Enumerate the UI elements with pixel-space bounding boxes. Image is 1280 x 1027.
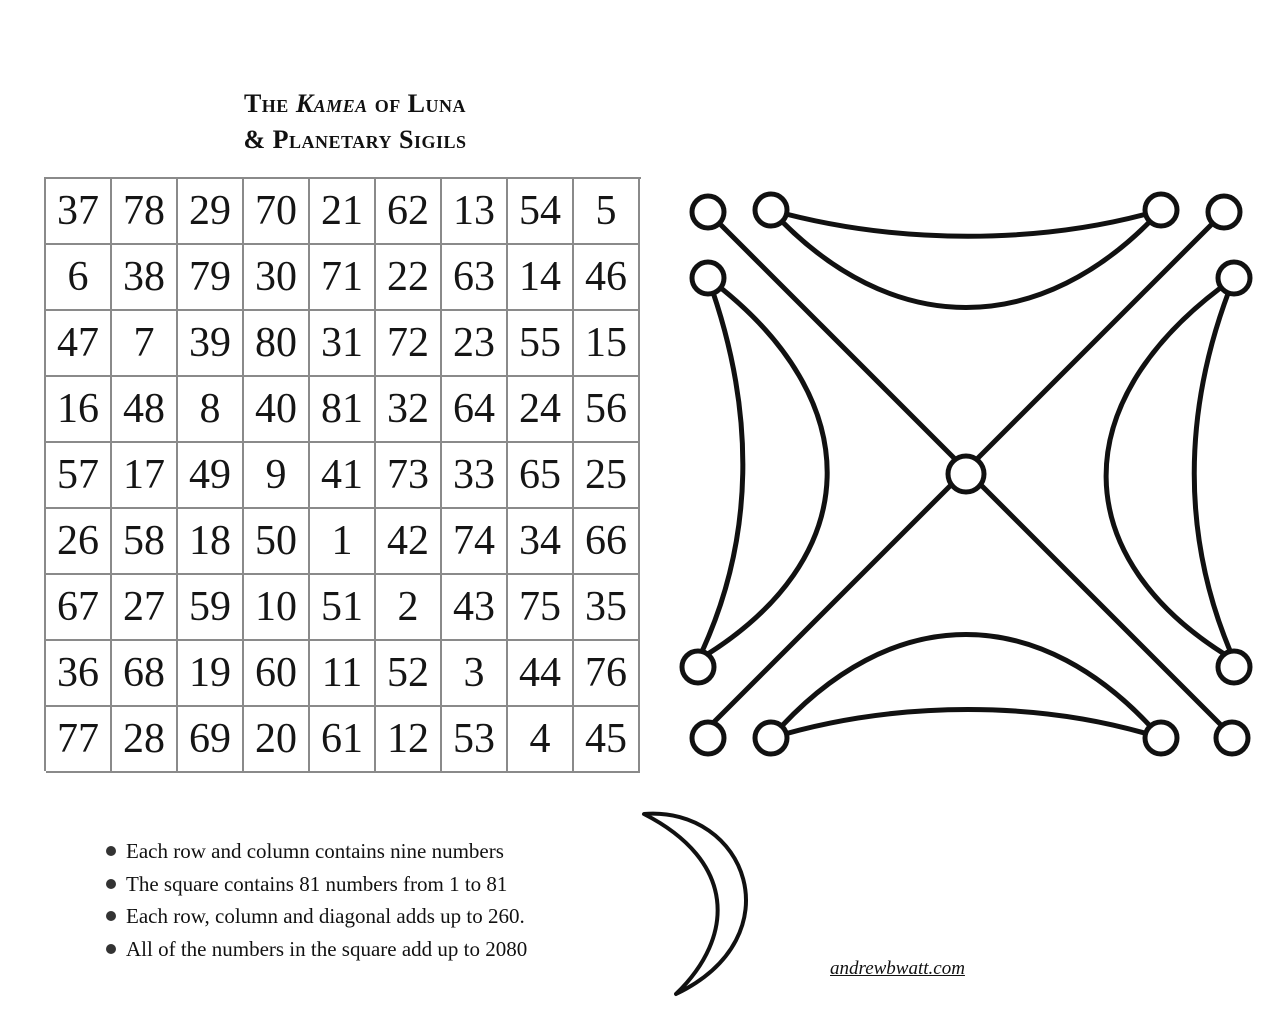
kamea-cell: 23 [442,311,508,377]
title-line-1 [180,86,530,122]
kamea-cell: 52 [376,641,442,707]
kamea-cell: 11 [310,641,376,707]
page-title [180,86,530,158]
sigil-left-arc-outer [698,278,743,660]
kamea-cell: 64 [442,377,508,443]
kamea-cell: 33 [442,443,508,509]
kamea-cell: 22 [376,245,442,311]
kamea-cell: 57 [46,443,112,509]
sigil-node-bottom-left-inner [755,722,787,754]
kamea-cell: 59 [178,575,244,641]
bullet-icon [106,944,116,954]
kamea-cell: 34 [508,509,574,575]
kamea-cell: 73 [376,443,442,509]
kamea-cell: 1 [310,509,376,575]
kamea-cell: 39 [178,311,244,377]
kamea-cell: 65 [508,443,574,509]
kamea-cell: 62 [376,179,442,245]
kamea-cell: 2 [376,575,442,641]
kamea-cell: 67 [46,575,112,641]
kamea-cell: 26 [46,509,112,575]
sigil-node-top-right-inner [1145,194,1177,226]
kamea-cell: 69 [178,707,244,773]
kamea-cell: 43 [442,575,508,641]
kamea-cell: 32 [376,377,442,443]
kamea-cell: 75 [508,575,574,641]
kamea-cell: 7 [112,311,178,377]
kamea-cell: 72 [376,311,442,377]
kamea-cell: 80 [244,311,310,377]
kamea-cell: 15 [574,311,640,377]
title-line-2: & Planetary Sigils [243,125,467,154]
kamea-cell: 77 [46,707,112,773]
title-kamea: Kamea [295,89,368,118]
site-credit-link[interactable]: andrewbwatt.com [830,958,965,979]
kamea-cell: 40 [244,377,310,443]
kamea-cell: 50 [244,509,310,575]
kamea-cell: 61 [310,707,376,773]
kamea-cell: 19 [178,641,244,707]
kamea-cell: 36 [46,641,112,707]
sigil-node-right-lower [1218,651,1250,683]
kamea-cell: 13 [442,179,508,245]
kamea-cell: 51 [310,575,376,641]
bullet-icon [106,846,116,856]
sigil-node-bottom-left-outer [692,722,724,754]
kamea-cell: 18 [178,509,244,575]
kamea-cell: 38 [112,245,178,311]
kamea-cell: 27 [112,575,178,641]
kamea-cell: 71 [310,245,376,311]
kamea-cell: 24 [508,377,574,443]
kamea-cell: 60 [244,641,310,707]
kamea-cell: 42 [376,509,442,575]
kamea-cell: 5 [574,179,640,245]
fact-item [104,900,527,933]
kamea-cell: 31 [310,311,376,377]
sigil-node-left-lower [682,651,714,683]
fact-text: All of the numbers in the square add up to 2080 [126,936,528,961]
kamea-cell: 55 [508,311,574,377]
kamea-cell: 4 [508,707,574,773]
sigil-node-bottom-right-inner [1145,722,1177,754]
kamea-cell: 28 [112,707,178,773]
kamea-grid [44,177,641,771]
kamea-cell: 8 [178,377,244,443]
kamea-cell: 16 [46,377,112,443]
kamea-cell: 58 [112,509,178,575]
sigil-node-top-right-outer [1208,196,1240,228]
kamea-cell: 74 [442,509,508,575]
sigil-node-top-left-outer [692,196,724,228]
kamea-cell: 81 [310,377,376,443]
kamea-cell: 56 [574,377,640,443]
luna-sigil-icon [676,180,1256,760]
fact-item [104,868,527,901]
kamea-cell: 9 [244,443,310,509]
sigil-node-bottom-right-outer [1216,722,1248,754]
kamea-cell: 53 [442,707,508,773]
kamea-cell: 70 [244,179,310,245]
sigil-left-arc-inner [698,278,827,660]
kamea-cell: 12 [376,707,442,773]
kamea-cell: 35 [574,575,640,641]
kamea-cell: 63 [442,245,508,311]
kamea-cell: 54 [508,179,574,245]
kamea-cell: 66 [574,509,640,575]
kamea-cell: 68 [112,641,178,707]
kamea-cell: 48 [112,377,178,443]
kamea-cell: 29 [178,179,244,245]
kamea-cell: 76 [574,641,640,707]
sigil-node-left-upper [692,262,724,294]
crescent-moon-icon [636,806,776,1002]
kamea-cell: 10 [244,575,310,641]
facts-list [104,835,527,965]
kamea-cell: 3 [442,641,508,707]
kamea-cell: 14 [508,245,574,311]
fact-text: Each row, column and diagonal adds up to 260. [126,904,525,928]
kamea-cell: 37 [46,179,112,245]
fact-item [104,835,527,868]
kamea-cell: 79 [178,245,244,311]
fact-text: The square contains 81 numbers from 1 to 81 [126,871,508,896]
fact-item [104,933,527,966]
fact-text: Each row and column contains nine numbers [126,839,504,863]
kamea-cell: 46 [574,245,640,311]
sigil-top-arc-outer [771,210,1161,236]
kamea-cell: 30 [244,245,310,311]
bullet-icon [106,911,116,921]
kamea-cell: 45 [574,707,640,773]
title-post: of Luna [367,89,467,118]
sigil-node-top-left-inner [755,194,787,226]
kamea-cell: 6 [46,245,112,311]
kamea-cell: 44 [508,641,574,707]
title-pre: The [243,89,296,118]
kamea-cell: 21 [310,179,376,245]
kamea-cell: 47 [46,311,112,377]
kamea-cell: 20 [244,707,310,773]
sigil-node-center [948,456,984,492]
bullet-icon [106,879,116,889]
kamea-cell: 17 [112,443,178,509]
kamea-cell: 78 [112,179,178,245]
sigil-right-arc-outer [1194,278,1234,660]
kamea-cell: 41 [310,443,376,509]
kamea-cell: 25 [574,443,640,509]
kamea-cell: 49 [178,443,244,509]
sigil-node-right-upper [1218,262,1250,294]
sigil-bottom-arc-outer [771,710,1161,739]
